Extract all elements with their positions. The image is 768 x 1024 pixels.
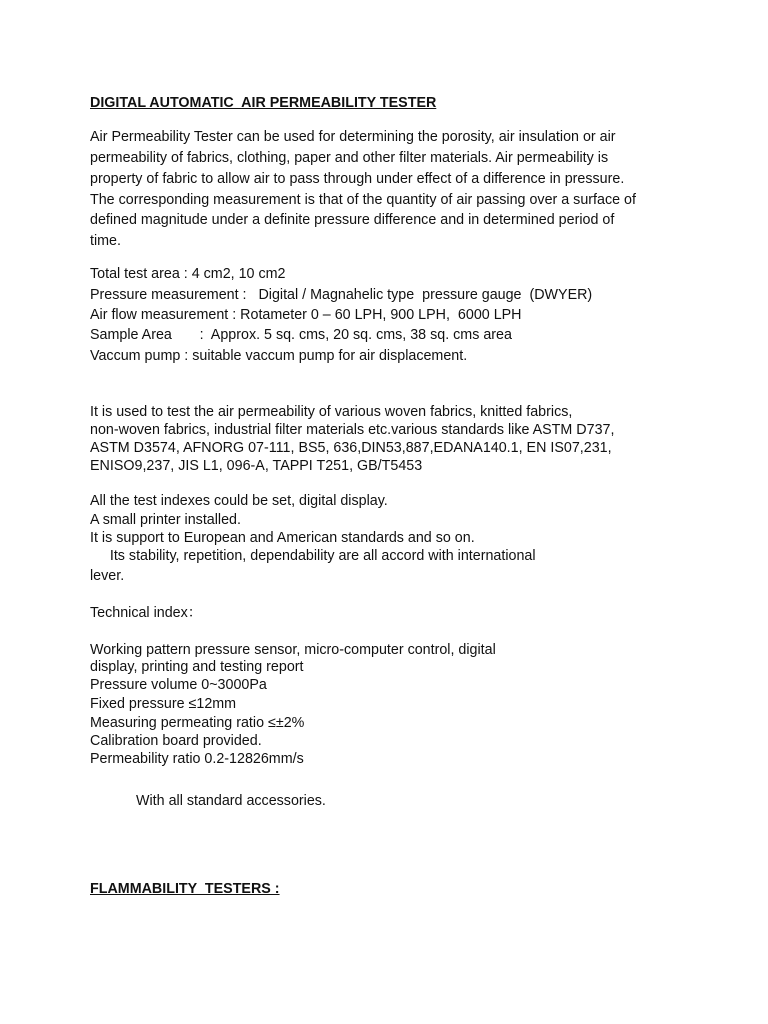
standards-line: It is used to test the air permeability of various woven fabrics, knitted fabrics, xyxy=(90,404,573,420)
standards-line: non-woven fabrics, industrial filter materials etc.various standards like ASTM D737, xyxy=(90,422,615,438)
technical-line: Fixed pressure ≤12mm xyxy=(90,696,237,712)
standards-line: ENISO9,237, JIS L1, 096-A, TAPPI T251, GB/T5453 xyxy=(90,458,423,474)
intro-line: permeability of fabrics, clothing, paper and other filter materials. Air permeability is xyxy=(90,150,609,166)
feature-line: It is support to European and American standards and so on. xyxy=(90,530,475,546)
intro-line: time. xyxy=(90,233,121,249)
page-title: DIGITAL AUTOMATIC AIR PERMEABILITY TESTER xyxy=(90,95,437,111)
feature-line: A small printer installed. xyxy=(90,512,241,528)
section-heading-flammability: FLAMMABILITY TESTERS : xyxy=(90,881,280,897)
feature-line: lever. xyxy=(90,568,125,584)
technical-line: Calibration board provided. xyxy=(90,733,262,749)
spec-line: Total test area : 4 cm2, 10 cm2 xyxy=(90,266,286,282)
spec-line: Air flow measurement : Rotameter 0 – 60 LPH, 900 LPH, 6000 LPH xyxy=(90,307,522,323)
intro-line: property of fabric to allow air to pass through under effect of a difference in pressure. xyxy=(90,171,625,187)
spec-line: Vaccum pump : suitable vaccum pump for air displacement. xyxy=(90,348,468,364)
intro-line: defined magnitude under a definite pressure difference and in determined period of xyxy=(90,212,615,228)
feature-line: Its stability, repetition, dependability are all accord with international xyxy=(90,548,536,564)
spec-line: Sample Area : Approx. 5 sq. cms, 20 sq. cms, 38 sq. cms area xyxy=(90,327,512,343)
intro-line: The corresponding measurement is that of the quantity of air passing over a surface of xyxy=(90,192,636,208)
accessories-line: With all standard accessories. xyxy=(136,793,326,809)
spec-line: Pressure measurement : Digital / Magnahelic type pressure gauge (DWYER) xyxy=(90,287,593,303)
feature-line: All the test indexes could be set, digital display. xyxy=(90,493,388,509)
technical-line: Pressure volume 0~3000Pa xyxy=(90,677,267,693)
technical-line: Measuring permeating ratio ≤±2% xyxy=(90,715,305,731)
technical-index-label: Technical index： xyxy=(90,605,203,621)
technical-line: Working pattern pressure sensor, micro-computer control, digital xyxy=(90,642,496,658)
technical-line: Permeability ratio 0.2-12826mm/s xyxy=(90,751,304,767)
standards-line: ASTM D3574, AFNORG 07-111, BS5, 636,DIN53,887,EDANA140.1, EN IS07,231, xyxy=(90,440,612,456)
intro-line: Air Permeability Tester can be used for determining the porosity, air insulation or air xyxy=(90,129,616,145)
technical-line: display, printing and testing report xyxy=(90,659,304,675)
